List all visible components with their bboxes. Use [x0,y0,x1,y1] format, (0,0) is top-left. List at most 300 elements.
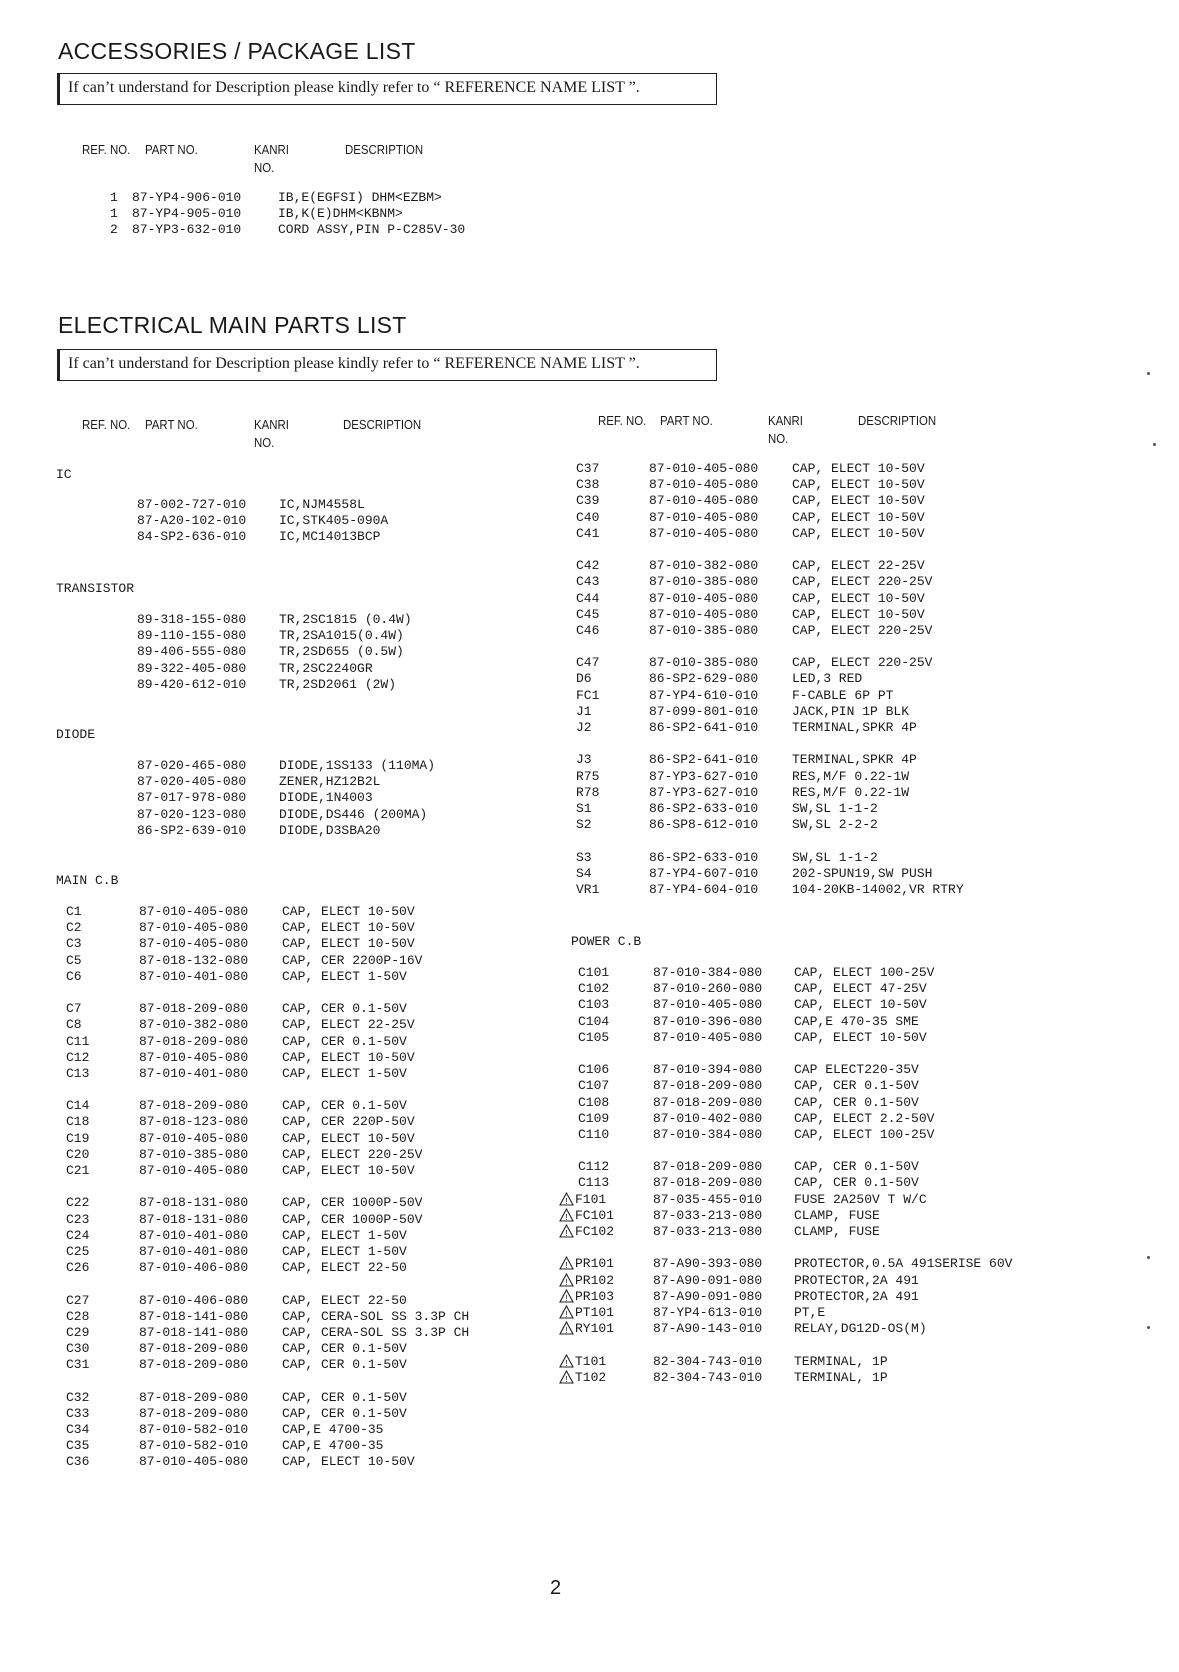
ref-no: C37 [576,461,600,476]
part-no: 87-099-801-010 [649,703,759,719]
ref-no: J3 [576,752,592,768]
table-row [566,850,1036,866]
description: CAP, CERA-SOL SS 3.3P CH [282,1324,470,1340]
description: SW,SL 1-1-2 [792,800,878,816]
table-row [566,623,1036,639]
description: CAP, CER 0.1-50V [282,1389,407,1405]
ref-no: C6 [66,968,82,984]
part-no: 87-010-405-080 [139,920,249,936]
table-row [56,1131,556,1147]
description: CORD ASSY,PIN P-C285V-30 [278,222,466,238]
ref-no: C46 [576,622,600,638]
part-no: 87-010-405-080 [649,525,759,541]
description: LED,3 RED [792,671,863,687]
accessories-title: ACCESSORIES / PACKAGE LIST [58,38,416,64]
table-row [56,661,536,677]
part-no: 87-020-405-080 [137,774,247,790]
ref-no: C103 [578,997,610,1013]
el-hdr-kanri-no-left: NO. [254,435,275,450]
description: CAP, ELECT 10-50V [282,920,415,936]
ref-no: 1 [110,206,118,222]
ref-no: PR102 [575,1272,615,1288]
section-main-cb: MAIN C.B [56,873,119,888]
part-no: 87-018-141-080 [139,1308,249,1324]
table-row [556,1224,1046,1240]
ref-no: 2 [110,222,118,238]
ref-no: PR103 [575,1288,615,1304]
description: CAP, ELECT 10-50V [792,509,925,525]
table-row [556,1030,1046,1046]
ref-no: C45 [576,606,600,622]
svg-text:!: ! [565,1374,568,1384]
description: CAP, ELECT 22-25V [282,1017,415,1033]
table-row [556,1321,1046,1337]
svg-text:!: ! [565,1309,568,1319]
el-hdr-part-right: PART NO. [660,413,713,428]
description: CAP, ELECT 10-50V [282,936,415,952]
description: CAP, ELECT 10-50V [792,493,925,509]
part-no: 87-033-213-080 [653,1224,763,1239]
table-row [56,1050,556,1066]
part-no: 87-YP3-627-010 [649,768,759,784]
ref-no: C27 [66,1292,90,1308]
part-no: 87-020-123-080 [137,806,247,822]
acc-hdr-desc: DESCRIPTION [345,142,424,157]
table-row [56,953,556,969]
part-no: 87-017-978-080 [137,790,247,806]
table-row [566,493,1036,509]
description: SW,SL 1-1-2 [792,849,878,865]
ref-no: C24 [66,1227,90,1243]
part-no: 87-A90-393-080 [653,1256,763,1272]
description: CAP, ELECT 220-25V [792,622,933,638]
safety-warning-icon [559,1256,574,1270]
description: CLAMP, FUSE [794,1207,880,1223]
ref-no: R75 [576,768,600,784]
row-gap [556,1143,1046,1159]
description: CAP, ELECT 2.2-50V [794,1110,935,1126]
row-gap [56,1373,556,1389]
table-row [56,1454,556,1470]
ref-no: T102 [575,1369,607,1385]
accessories-table [110,190,530,239]
description: CAP, CER 1000P-50V [282,1195,423,1211]
part-no: 87-YP4-906-010 [132,190,242,205]
ref-no: C113 [578,1175,610,1191]
part-no: 87-YP4-610-010 [649,687,759,703]
description: CAP, CER 1000P-50V [282,1211,423,1227]
ref-no: C42 [576,558,600,574]
description: IC,MC14013BCP [279,529,381,545]
description: CAP, ELECT 10-50V [792,477,925,493]
safety-warning-icon [559,1321,574,1335]
ref-no: C28 [66,1308,90,1324]
table-row [56,1017,556,1033]
part-no: 87-018-131-080 [139,1211,249,1227]
acc-hdr-part: PART NO. [145,142,198,157]
part-no: 89-322-405-080 [137,660,247,676]
part-no: 87-018-209-080 [139,1341,249,1357]
part-no: 89-406-555-080 [137,644,247,660]
scan-speck [1147,1326,1150,1329]
table-row [556,997,1046,1013]
ref-no: PT101 [575,1304,615,1320]
ref-no: C19 [66,1130,90,1146]
svg-text:!: ! [565,1212,568,1222]
svg-text:!: ! [565,1261,568,1271]
description: CAP, ELECT 10-50V [794,997,927,1013]
table-row [56,1438,556,1454]
description: DIODE,D3SBA20 [279,822,381,838]
part-no: 87-010-385-080 [649,574,759,590]
table-row [566,720,1036,736]
ref-no: S3 [576,849,592,865]
table-row [566,574,1036,590]
ref-no: C22 [66,1195,90,1211]
part-no: 87-010-385-080 [649,622,759,638]
part-no: 87-YP3-632-010 [132,222,242,238]
description: ZENER,HZ12B2L [279,774,381,790]
part-no: 87-010-405-080 [139,1049,249,1065]
part-no: 87-010-405-080 [139,1130,249,1146]
description: RES,M/F 0.22-1W [792,784,910,800]
table-row [566,461,1036,477]
part-no: 89-318-155-080 [137,612,247,627]
ref-no: C30 [66,1341,90,1357]
table-row [556,1095,1046,1111]
description: TR,2SC1815 (0.4W) [279,612,412,627]
description: CAP, CER 0.1-50V [282,1001,407,1017]
part-no: 87-YP4-905-010 [132,206,242,222]
part-no: 87-010-402-080 [653,1110,763,1126]
el-hdr-part-left: PART NO. [145,417,198,432]
table-row [556,1192,1046,1208]
ref-no: C101 [578,965,610,980]
description: CAP, ELECT 47-25V [794,981,927,997]
table-row [556,1305,1046,1321]
description: CAP, CER 0.1-50V [794,1078,919,1094]
description: PROTECTOR,0.5A 491SERISE 60V [794,1256,1013,1272]
part-no: 87-010-405-080 [649,509,759,525]
part-no: 89-110-155-080 [137,628,247,644]
page-number: 2 [550,1577,562,1599]
accessories-note: If can’t understand for Description please kindly refer to “ REFERENCE NAME LIST ”. [57,73,717,105]
description: CAP, CERA-SOL SS 3.3P CH [282,1308,470,1324]
description: CAP,E 4700-35 [282,1438,384,1454]
description: F-CABLE 6P PT [792,687,894,703]
table-row [56,758,536,774]
ref-no: C1 [66,904,82,919]
part-no: 87-033-213-080 [653,1207,763,1223]
ref-no: F101 [575,1191,607,1207]
table-row [566,817,1036,833]
ref-no: T101 [575,1353,607,1369]
table-row [566,477,1036,493]
description: RELAY,DG12D-OS(M) [794,1321,927,1337]
row-gap [566,639,1036,655]
svg-text:!: ! [565,1196,568,1206]
part-no: 87-YP4-613-010 [653,1304,763,1320]
acc-hdr-kanri: KANRI [254,142,289,157]
table-row [56,1114,556,1130]
table-row [556,1159,1046,1175]
ref-no: C14 [66,1098,90,1114]
description: CAP, ELECT 100-25V [794,965,935,980]
ref-no: C3 [66,936,82,952]
description: PROTECTOR,2A 491 [794,1288,919,1304]
table-row [56,823,536,839]
row-gap [566,542,1036,558]
part-no: 87-010-382-080 [649,558,759,574]
part-no: 86-SP2-629-080 [649,671,759,687]
section-ic: IC [56,467,72,482]
part-no: 87-018-209-080 [139,1001,249,1017]
part-no: 82-304-743-010 [653,1353,763,1369]
part-no: 87-010-405-080 [139,1163,249,1178]
description: CAP, ELECT 22-50 [282,1292,407,1308]
ref-no: C18 [66,1114,90,1130]
row-gap [56,1276,556,1292]
table-row [556,1256,1046,1272]
part-no: 87-010-401-080 [139,1065,249,1081]
part-no: 87-010-260-080 [653,981,763,997]
table-row [110,222,530,238]
ref-no: C23 [66,1211,90,1227]
ref-no: C32 [66,1389,90,1405]
main-cb-table [56,904,556,1471]
description: DIODE,1N4003 [279,790,373,806]
description: CAP, CER 220P-50V [282,1114,415,1130]
description: 104-20KB-14002,VR RTRY [792,881,964,897]
part-no: 87-A20-102-010 [137,513,247,529]
ref-no: C25 [66,1243,90,1259]
table-row [56,513,536,529]
description: CAP, ELECT 1-50V [282,1227,407,1243]
svg-text:!: ! [565,1358,568,1368]
part-no: 87-018-209-080 [653,1094,763,1110]
right-parts-table [566,461,1036,898]
row-gap [56,985,556,1001]
ref-no: VR1 [576,881,600,897]
part-no: 87-010-405-080 [649,493,759,509]
ref-no: S4 [576,865,592,881]
part-no: 87-018-123-080 [139,1114,249,1130]
part-no: 87-010-405-080 [139,904,249,919]
ref-no: C12 [66,1049,90,1065]
table-row [56,497,536,513]
scan-speck [1147,1256,1150,1259]
part-no: 87-010-405-080 [649,477,759,493]
part-no: 87-018-209-080 [139,1405,249,1421]
part-no: 86-SP2-639-010 [137,822,247,838]
table-row [56,1212,556,1228]
ref-no: FC101 [575,1207,615,1223]
ref-no: C26 [66,1260,90,1276]
table-row [56,936,556,952]
el-hdr-desc-left: DESCRIPTION [343,417,422,432]
table-row [556,1127,1046,1143]
description: CAP, ELECT 10-50V [282,1049,415,1065]
safety-warning-icon [559,1208,574,1222]
part-no: 87-010-384-080 [653,965,763,980]
part-no: 84-SP2-636-010 [137,529,247,545]
ref-no: C7 [66,1001,82,1017]
electrical-note: If can’t understand for Description please kindly refer to “ REFERENCE NAME LIST ”. [57,349,717,381]
description: CAP, CER 0.1-50V [282,1098,407,1114]
table-row [56,1001,556,1017]
description: TERMINAL,SPKR 4P [792,752,917,768]
ref-no: S2 [576,817,592,833]
ref-no: J1 [576,703,592,719]
ref-no: C102 [578,981,610,997]
description: CAP ELECT220-35V [794,1062,919,1078]
description: CAP, ELECT 1-50V [282,968,407,984]
description: DIODE,1SS133 (110MA) [279,758,436,773]
part-no: 87-018-209-080 [653,1159,763,1175]
table-row [56,969,556,985]
safety-warning-icon [559,1370,574,1384]
ref-no: D6 [576,671,592,687]
table-row [556,1062,1046,1078]
ref-no: C38 [576,477,600,493]
ref-no: C36 [66,1454,90,1470]
table-row [56,1034,556,1050]
description: CAP, ELECT 22-50 [282,1260,407,1276]
section-transistor: TRANSISTOR [56,581,135,596]
table-row [56,1406,556,1422]
table-row [56,1341,556,1357]
table-row [56,904,556,920]
part-no: 87-A90-143-010 [653,1321,763,1337]
description: CAP, ELECT 10-50V [792,461,925,476]
description: SW,SL 2-2-2 [792,817,878,833]
table-row [556,1078,1046,1094]
table-row [566,510,1036,526]
ref-no: C33 [66,1405,90,1421]
description: CAP, ELECT 10-50V [792,525,925,541]
description: CAP, CER 0.1-50V [282,1341,407,1357]
table-row [110,190,530,206]
table-row [556,1014,1046,1030]
part-no: 87-010-394-080 [653,1062,763,1078]
ref-no: C104 [578,1013,610,1029]
ref-no: C8 [66,1017,82,1033]
description: IB,E(EGFSI) DHM<EZBM> [278,190,442,205]
svg-text:!: ! [565,1277,568,1287]
ref-no: FC1 [576,687,600,703]
table-row [566,591,1036,607]
safety-warning-icon [559,1354,574,1368]
table-row [56,1390,556,1406]
table-row [56,644,536,660]
description: TR,2SD655 (0.5W) [279,644,404,660]
table-row [566,526,1036,542]
table-row [56,1163,556,1179]
part-no: 87-010-405-080 [649,461,759,476]
safety-warning-icon [559,1224,574,1238]
description: TERMINAL, 1P [794,1353,888,1369]
description: CAP, ELECT 100-25V [794,1126,935,1142]
ref-no: FC102 [575,1224,615,1239]
part-no: 87-010-405-080 [649,590,759,606]
part-no: 87-YP4-604-010 [649,881,759,897]
section-power-cb: POWER C.B [571,934,642,949]
row-gap [556,1046,1046,1062]
part-no: 87-018-209-080 [653,1078,763,1094]
ref-no: C21 [66,1163,90,1178]
table-row [566,558,1036,574]
part-no: 87-A90-091-080 [653,1288,763,1304]
part-no: 86-SP2-641-010 [649,752,759,768]
description: CAP, ELECT 1-50V [282,1243,407,1259]
table-row [556,1370,1046,1386]
table-row [56,1422,556,1438]
table-row [56,1357,556,1373]
part-no: 87-018-209-080 [653,1175,763,1191]
table-row [556,1175,1046,1191]
scan-speck [1147,372,1150,375]
el-hdr-desc-right: DESCRIPTION [858,413,937,428]
part-no: 87-010-582-010 [139,1438,249,1454]
part-no: 87-YP4-607-010 [649,865,759,881]
table-row [56,1260,556,1276]
description: DIODE,DS446 (200MA) [279,806,428,822]
ref-no: C5 [66,952,82,968]
table-row [556,1111,1046,1127]
description: CAP, CER 2200P-16V [282,952,423,968]
part-no: 82-304-743-010 [653,1369,763,1385]
description: 202-SPUN19,SW PUSH [792,865,933,881]
part-no: 87-018-209-080 [139,1357,249,1373]
description: IC,STK405-090A [279,513,389,529]
ref-no: C108 [578,1094,610,1110]
table-row [56,1195,556,1211]
table-row [56,1228,556,1244]
description: CAP, ELECT 220-25V [792,655,933,671]
ref-no: C29 [66,1324,90,1340]
description: CAP, ELECT 10-50V [792,606,925,622]
table-row [56,807,536,823]
ref-no: C41 [576,525,600,541]
description: TERMINAL,SPKR 4P [792,720,917,735]
part-no: 87-010-385-080 [139,1146,249,1162]
part-no: 87-010-401-080 [139,1227,249,1243]
description: CAP, ELECT 10-50V [282,904,415,919]
ref-no: C35 [66,1438,90,1454]
description: CAP, ELECT 220-25V [282,1146,423,1162]
part-no: 87-002-727-010 [137,497,247,512]
table-row [56,790,536,806]
description: RES,M/F 0.22-1W [792,768,910,784]
table-row [110,206,530,222]
row-gap [56,1179,556,1195]
ref-no: C43 [576,574,600,590]
description: CAP, ELECT 220-25V [792,574,933,590]
part-no: 87-020-465-080 [137,758,247,773]
table-row [56,1066,556,1082]
table-row [56,1309,556,1325]
description: CAP, ELECT 10-50V [792,590,925,606]
description: FUSE 2A250V T W/C [794,1191,927,1207]
description: CAP, CER 0.1-50V [282,1405,407,1421]
part-no: 86-SP2-633-010 [649,849,759,865]
safety-warning-icon [559,1289,574,1303]
table-row [556,965,1046,981]
table-row [566,752,1036,768]
part-no: 87-010-382-080 [139,1017,249,1033]
ref-no: C105 [578,1029,610,1045]
part-no: 87-010-385-080 [649,655,759,671]
